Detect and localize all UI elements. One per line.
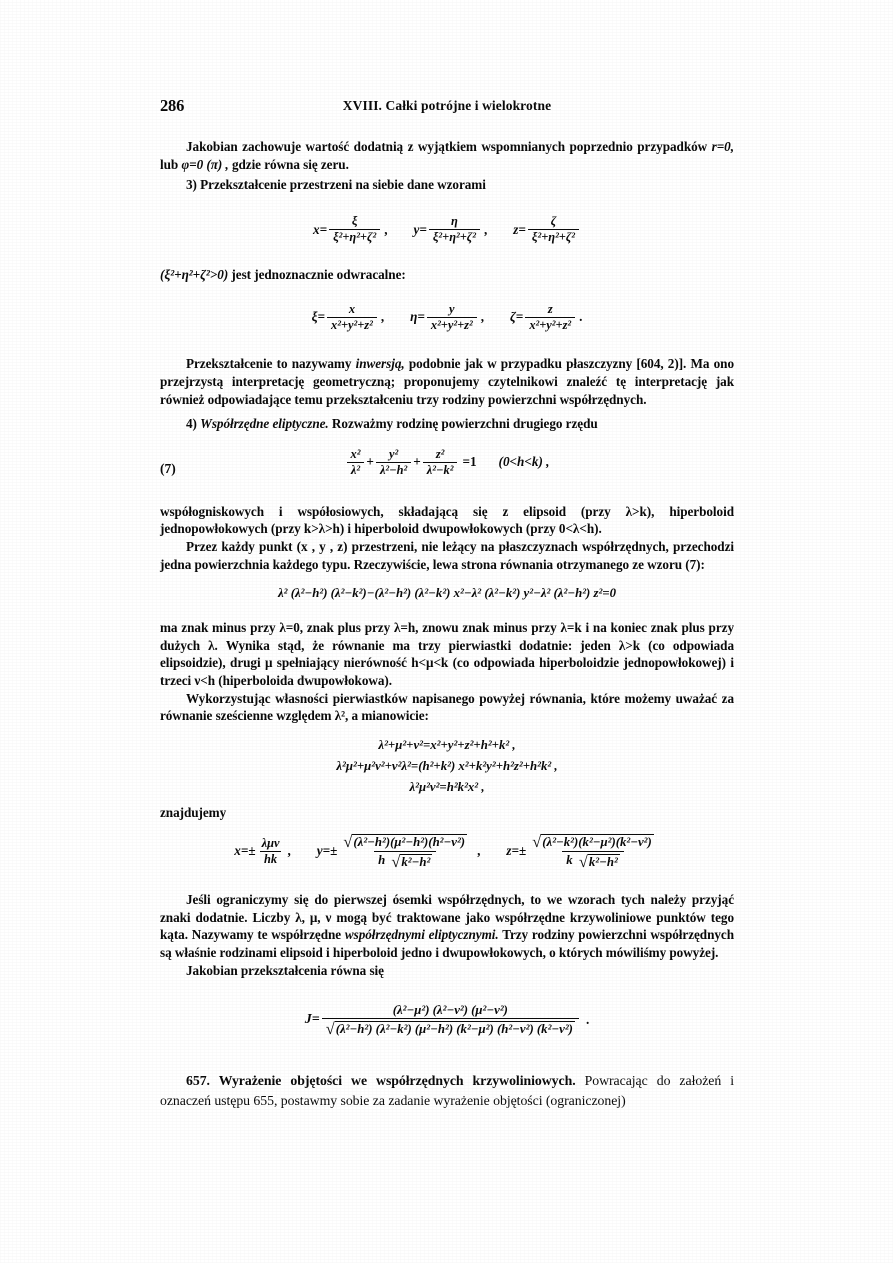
paragraph-znajdujemy: znajdujemy — [160, 804, 227, 820]
zeta-numerator: z — [547, 301, 553, 316]
fraction-z — [528, 215, 579, 244]
eq7-t1-den: λ² — [347, 462, 364, 477]
y-lhs: y= — [413, 221, 427, 237]
paragraph-confocal: współogniskowych i współosiowych, składającą się z elipsoid (przy λ>k), hiperboloid jednopowłokowych (przy k>λ>h) i hiperboloid dwupowłokowych (przy 0<λ<h). — [160, 503, 734, 537]
sol-y-den-radicand: k²−h² — [401, 854, 431, 869]
paragraph-sign-analysis: ma znak minus przy λ=0, znak plus przy λ=h, znowu znak minus przy λ=k i na koniec znak plus przy dużych λ. Wynika stąd, że równanie ma trzy pierwiastki dodatnie: jeden λ>k (co odpowiada elipsoidzie), drugi μ spełniający nierówność h<μ<k (co odpowiada hiperboloidzie jednopowłokowej) i trzeci ν<h (hiperboloida dwupowłokowa). — [160, 620, 734, 688]
running-head-title: XVIII. Całki potrójne i wielokrotne — [342, 98, 552, 113]
paragraph-item3: 3) Przekształcenie przestrzeni na siebie dane wzorami — [186, 177, 486, 193]
jacobian-formula — [305, 1004, 589, 1037]
display-equation-7 — [160, 446, 734, 492]
sol-x-num: λμν — [261, 835, 280, 850]
formula-z — [513, 215, 581, 244]
sol-z-den-k: k — [566, 852, 573, 867]
display-jacobian — [160, 991, 734, 1049]
x-lhs: x= — [312, 221, 328, 237]
jacobian-lhs: J= — [304, 1012, 320, 1028]
p1-text-c: gdzie równa się zeru. — [231, 156, 349, 172]
eta-denominator: x²+y²+z² — [427, 317, 477, 332]
eq7-condition: (0<h<k) , — [498, 454, 550, 470]
running-head — [160, 96, 734, 122]
sol-y-fraction — [339, 833, 471, 869]
z-lhs: z= — [513, 221, 526, 237]
vieta-equation-1: λ²+μ²+ν²=x²+y²+z²+h²+k² , — [378, 737, 516, 752]
radical-icon: √ — [325, 1019, 335, 1039]
eta-lhs: η= — [410, 309, 425, 325]
sol-y-radicand: (λ²−h²)(μ²−h²)(h²−ν²) — [353, 835, 466, 850]
xi-comma: , — [380, 309, 385, 325]
xi-numerator: x — [348, 301, 356, 316]
sol-y-comma: , — [477, 843, 481, 859]
eq7-term3 — [423, 448, 458, 477]
eq7-t1-num: x² — [350, 446, 361, 461]
zeta-lhs: ζ= — [509, 309, 524, 325]
vieta-equation-3: λ²μ²ν²=h²k²x² , — [409, 779, 485, 794]
paragraph-inwersja — [160, 355, 734, 408]
fraction-zeta — [525, 303, 575, 332]
paragraph-jacobian-intro: Jakobian przekształcenia równa się — [186, 962, 384, 978]
p5-rest: Rozważmy rodzinę powierzchni drugiego rzędu — [331, 416, 598, 432]
eq7-term2 — [376, 448, 411, 477]
xi-denominator: x²+y²+z² — [327, 317, 377, 332]
y-numerator: η — [451, 214, 458, 229]
p11-emphasis: współrzędnymi eliptycznymi. — [344, 927, 499, 943]
page-number: 286 — [160, 96, 185, 115]
sol-x-fraction — [258, 837, 284, 866]
paragraph-vieta-intro: Wykorzystując własności pierwiastków napisanego powyżej równania, które możemy uważać za równanie sześcienne względem λ², a mianowicie: — [160, 690, 734, 724]
y-comma: , — [483, 221, 488, 237]
sol-y-den — [374, 851, 436, 869]
sol-x-comma: , — [287, 843, 291, 859]
display-solutions — [160, 825, 734, 877]
sol-y-den-h: h — [378, 852, 386, 867]
sol-z-den — [562, 851, 624, 869]
cubic-equation: λ² (λ²−h²) (λ²−k²)−(λ²−h²) (λ²−k²) x²−λ² (λ²−k²) y²−λ² (λ²−h²) z²=0 — [278, 586, 616, 601]
formula-xi — [312, 303, 385, 332]
formula-x — [313, 215, 388, 244]
sol-z-den-radicand: k²−h² — [588, 854, 618, 869]
display-vieta-2 — [160, 758, 734, 774]
z-numerator: ζ — [550, 214, 557, 229]
jacobian-period: . — [585, 1012, 590, 1028]
p1-r-value: r=0, — [711, 139, 734, 154]
fraction-eta — [427, 303, 477, 332]
p4-text-a: Przekształcenie to nazywamy — [186, 356, 352, 372]
zeta-period: . — [579, 309, 583, 325]
p1-text-b: lub — [160, 156, 179, 172]
eta-comma: , — [480, 309, 484, 325]
page-content — [160, 96, 734, 1110]
sol-z-fraction — [528, 833, 658, 869]
zeta-denominator: x²+y²+z² — [525, 317, 575, 332]
sol-y-num — [339, 833, 471, 850]
sol-z-lhs: z=± — [506, 843, 527, 859]
p3-condition: (ξ²+η²+ζ²>0) — [160, 266, 229, 282]
p4-text-b: podobnie jak w przypadku płaszczyzny [604, 2)]. Ma ono przejrzystą interpretację geometryczną; proponujemy czytelnikowi znaleźć tę interpretację jak również odpowiadające temu przekształceniu trzy rodziny powierzchni współrzędnych. — [160, 356, 735, 407]
section-body: Powracając do założeń i oznaczeń ustępu 655, postawmy sobie za zadanie wyrażenie objętości (ograniczonej) — [160, 1073, 734, 1108]
sol-x-den: hk — [260, 851, 281, 866]
radical-icon: √ — [532, 832, 542, 852]
section-heading: Wyrażenie objętości we współrzędnych krzywoliniowych. — [218, 1073, 576, 1089]
sol-z-radical — [532, 832, 654, 852]
radical-icon: √ — [578, 851, 588, 871]
sol-z-radicand: (λ²−k²)(k²−μ²)(k²−ν²) — [542, 835, 652, 850]
paragraph-condition — [160, 266, 734, 284]
display-vieta-3 — [160, 779, 734, 795]
section-657 — [160, 1071, 734, 1110]
radical-icon: √ — [391, 851, 401, 871]
solution-z — [506, 833, 659, 869]
p4-emphasis: inwersją, — [355, 356, 405, 372]
jacobian-denominator — [322, 1018, 579, 1039]
eq7-t3-den: λ²−k² — [423, 462, 458, 477]
section-number: 657. — [186, 1073, 210, 1089]
equation-7-body — [345, 448, 550, 477]
p5-number: 4) — [186, 416, 197, 432]
paragraph-elliptic-coords — [160, 891, 734, 961]
vieta-equation-2: λ²μ²+μ²ν²+ν²λ²=(h²+k²) x²+k²y²+h²z²+h²k² , — [336, 758, 558, 773]
p5-emphasis: Współrzędne eliptyczne. — [200, 416, 329, 432]
sol-y-radical — [343, 832, 467, 852]
fraction-xi — [327, 303, 377, 332]
fraction-x — [329, 215, 380, 244]
solution-y — [317, 833, 481, 869]
radical-icon: √ — [343, 832, 353, 852]
eq7-term1 — [347, 448, 365, 477]
p11-text-a: Jeśli ograniczymy się do pierwszej ósemki współrzędnych, to we wzorach tych należy przyjąć znaki dodatnie. Liczby λ, μ, ν mogą być traktowane jako współrzędne krzywoliniowe punktów tego kąta. Nazywamy te współrzędne — [160, 892, 734, 943]
p1-text-a: Jakobian zachowuje wartość dodatnią z wyjątkiem wspomnianych poprzednio przypadków — [186, 139, 708, 154]
jacobian-radicand: (λ²−h²) (λ²−k²) (μ²−h²) (k²−μ²) (h²−ν²) (k²−ν²) — [335, 1022, 573, 1037]
sol-y-den-radical — [391, 853, 432, 869]
display-cubic-equation — [160, 585, 734, 609]
eq7-t2-den: λ²−h² — [376, 462, 411, 477]
x-numerator: ξ — [351, 214, 358, 229]
equation-number-7: (7) — [160, 460, 176, 476]
paragraph-jakobian — [160, 138, 734, 173]
eq7-plus-1: + — [366, 454, 374, 470]
sol-z-den-radical — [579, 853, 620, 869]
p3-rest: jest jednoznacznie odwracalne: — [231, 266, 406, 282]
p1-phi-value: φ=0 (π) , — [181, 156, 229, 172]
eq7-t3-num: z² — [435, 446, 445, 461]
jacobian-numerator: (λ²−μ²) (λ²−ν²) (μ²−ν²) — [392, 1002, 508, 1017]
jacobian-fraction — [322, 1004, 579, 1037]
eta-numerator: y — [449, 301, 455, 316]
display-inversion-forward — [160, 208, 734, 252]
eq7-rhs: =1 — [462, 454, 477, 470]
formula-eta — [410, 303, 484, 332]
xi-lhs: ξ= — [311, 309, 326, 325]
display-vieta-1 — [160, 737, 734, 753]
p11-text-b: Trzy rodziny powierzchni współrzędnych są właśnie rodzinami elipsoid i hiperboloid jedno i dwupowłokowych, o których mówiliśmy powyżej. — [160, 927, 734, 961]
jacobian-radical — [325, 1019, 575, 1039]
y-denominator: ξ²+η²+ζ² — [429, 229, 480, 244]
display-inversion-inverse — [160, 295, 734, 339]
paragraph-each-point: Przez każdy punkt (x , y , z) przestrzeni, nie leżący na płaszczyznach współrzędnych, przechodzi jedna powierzchnia każdego typu. Rzeczywiście, lewa strona równania otrzymanego ze wzoru (7): — [160, 538, 734, 572]
formula-y — [413, 215, 487, 244]
x-comma: , — [384, 221, 388, 237]
paragraph-item4 — [160, 415, 734, 433]
eq7-t2-num: y² — [389, 446, 399, 461]
fraction-y — [429, 215, 480, 244]
solution-x — [234, 837, 291, 866]
eq7-plus-2: + — [413, 454, 421, 470]
formula-zeta — [510, 303, 582, 332]
sol-y-lhs: y=± — [316, 843, 338, 859]
sol-x-lhs: x=± — [234, 843, 256, 859]
sol-z-num — [528, 833, 658, 850]
z-denominator: ξ²+η²+ζ² — [528, 229, 579, 244]
x-denominator: ξ²+η²+ζ² — [329, 229, 380, 244]
